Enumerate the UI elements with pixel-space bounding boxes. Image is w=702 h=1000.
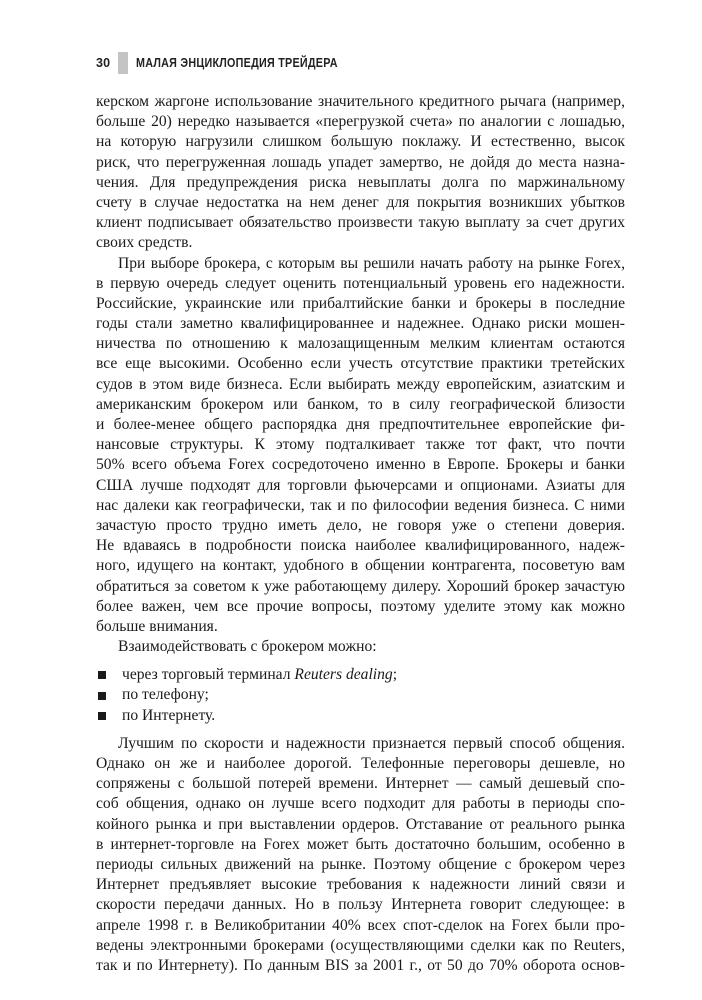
text-line: ведены электронными брокерами (осуществляющими сделки как по Reuters, <box>96 936 625 954</box>
text-line: больше внимания. <box>96 617 218 635</box>
text-line: нансовые структуры. К этому подталкивает также тот факт, что почти <box>96 436 625 454</box>
text-line: Не вдаваясь в подробности поиска наиболее квалифицированного, надеж- <box>96 537 625 555</box>
page-number: 30 <box>96 56 111 70</box>
list-item-text: через торговый терминал Reuters dealing; <box>122 666 398 684</box>
text-line: все еще высокими. Особенно если учесть отсутствие практики третейских <box>96 355 625 373</box>
text-line: риск, что перегруженная лошадь упадет замертво, не дойдя до места назна- <box>96 153 625 171</box>
text-line: скорости передачи данных. Но в пользу Интернета говорит следующее: в <box>96 896 625 914</box>
text-line: на которую нагрузили слишком большую поклажу. И естественно, высок <box>96 133 625 151</box>
paragraph-1 <box>96 92 625 254</box>
text-line: 50% всего объема Forex сосредоточено именно в Европе. Брокеры и банки <box>96 456 625 474</box>
text-line: Однако он же и наиболее дорогой. Телефонные переговоры дешевле, но <box>96 755 625 772</box>
text-line: керском жаргоне использование значительного кредитного рычага (например, <box>96 93 625 110</box>
running-header <box>96 52 371 74</box>
text-line: клиент подписывает обязательство произвести такую выплату за счет других <box>96 214 625 232</box>
paragraph-2 <box>96 254 625 638</box>
text-line: судов в этом виде бизнеса. Если выбирать между европейским, азиатским и <box>96 375 625 393</box>
text-line: обратиться за советом к уже работающему дилеру. Хороший брокер зачастую <box>96 577 625 595</box>
italic-term: Reuters dealing <box>294 666 393 684</box>
square-bullet-icon <box>98 692 106 700</box>
text-line: При выборе брокера, с которым вы решили начать работу на рынке Forex, <box>118 254 625 272</box>
square-bullet-icon <box>98 712 106 720</box>
text-line: апреле 1998 г. в Великобритании 40% всех спот-сделок на Forex были про- <box>96 916 625 934</box>
text-line: койного рынка и при выставлении ордеров. Отставание от реального рынка <box>96 815 625 833</box>
paragraph-3 <box>96 637 625 657</box>
text-line: соб общения, однако он лучше всего подходит для работы в периоды спо- <box>96 795 625 813</box>
list-item <box>96 685 625 705</box>
text-line: Российские, украинские или прибалтийские банки и брокеры в последние <box>96 294 625 312</box>
text-line: своих средств. <box>96 234 193 252</box>
text-line: счету в случае недостатка на нем денег для покрытия возникших убытков <box>96 193 625 211</box>
square-bullet-icon <box>98 671 106 679</box>
text-line: периоды сильных движений на рынке. Поэтому общение с брокером через <box>96 855 625 873</box>
text-line: ного, идущего на контакт, удобного в общении контрагента, посоветую вам <box>96 557 625 575</box>
running-title: МАЛАЯ ЭНЦИКЛОПЕДИЯ ТРЕЙДЕРА <box>136 56 338 70</box>
spacer <box>96 657 625 665</box>
text-line: зачастую просто трудно иметь дело, не говоря уже о степени доверия. <box>96 516 625 534</box>
text-line: нас далеки как географически, так и по философии ведения бизнеса. С ними <box>96 496 625 514</box>
text-line: американским брокером или банком, то в силу географической близости <box>96 395 625 413</box>
text-line: так и по Интернету). По данным BIS за 2001 г., от 50 до 70% оборота основ- <box>96 956 625 974</box>
text-line: Лучшим по скорости и надежности признается первый способ общения. <box>118 734 625 752</box>
paragraph-4 <box>96 734 625 976</box>
list-item <box>96 706 625 726</box>
text-line: более важен, чем все прочие вопросы, поэтому уделите этому как можно <box>96 597 625 615</box>
text-line: годы стали заметно квалифицированнее и надежнее. Однако риски мошен- <box>96 315 625 333</box>
text-line: больше 20) нередко называется «перегрузкой счета» по аналогии с лошадью, <box>96 113 625 131</box>
text-line: в интернет-торговле на Forex может быть достаточно большим, особенно в <box>96 835 625 853</box>
spacer <box>96 726 625 734</box>
text-line: Взаимодействовать с брокером можно: <box>118 638 377 656</box>
text-line: и более-менее общего распорядка дня предпочтительнее европейские фи- <box>96 416 625 433</box>
text-line: в первую очередь следует оценить потенциальный уровень его надежности. <box>96 274 625 292</box>
text-line: Интернет предъявляет высокие требования к надежности линий связи и <box>96 876 625 894</box>
list-item <box>96 665 625 685</box>
list-item-text: по Интернету. <box>122 706 216 724</box>
page-body <box>96 92 625 976</box>
bullet-list <box>96 665 625 726</box>
text-line: сопряжены с большой потерей времени. Интернет — самый дешевый спо- <box>96 775 625 793</box>
text-line: США лучше подходят для торговли фьючерсами и опционами. Азиаты для <box>96 476 625 494</box>
text-line: ничества по отношению к малозащищенным мелким клиентам остаются <box>96 335 625 353</box>
header-bar-decoration <box>118 52 128 74</box>
text-line: чения. Для предупреждения риска невыплаты долга по маржинальному <box>96 173 625 191</box>
list-item-text: по телефону; <box>122 686 209 704</box>
